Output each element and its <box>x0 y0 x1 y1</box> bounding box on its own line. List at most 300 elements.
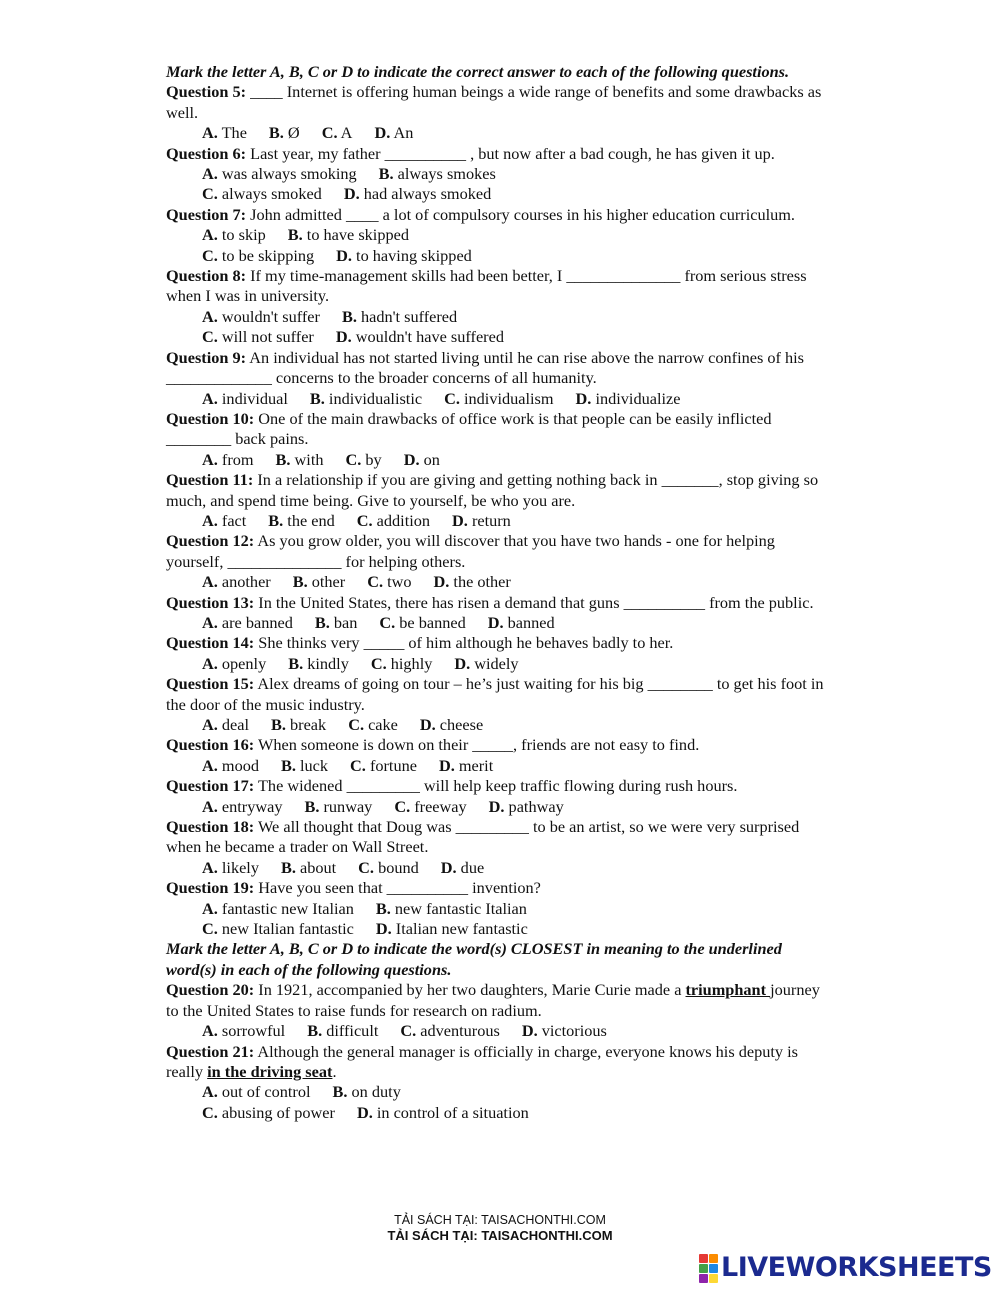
option-letter: D. <box>335 327 352 347</box>
answer-option[interactable] <box>344 184 491 204</box>
question-stem <box>166 593 836 613</box>
answer-options <box>202 450 836 470</box>
option-text: will not suffer <box>217 327 314 347</box>
option-text: adventurous <box>416 1021 500 1041</box>
answer-options <box>202 1082 836 1102</box>
answer-option[interactable] <box>333 1082 401 1102</box>
answer-option[interactable] <box>202 450 254 470</box>
answer-option[interactable] <box>202 123 247 143</box>
question-block <box>166 633 836 674</box>
question-stem <box>166 980 836 1021</box>
option-text: from <box>217 449 254 469</box>
section-instruction: Mark the letter A, B, C or D to indicate the word(s) CLOSEST in meaning to the underlined word(s) in each of the following questions. <box>166 939 782 979</box>
option-text: merit <box>454 755 494 775</box>
option-letter: A. <box>202 857 218 877</box>
question-text: We all thought that Doug was _________ to be an artist, so we were very surprised when he became a trader on Wall Street. <box>166 817 800 857</box>
option-text: had always smoked <box>359 184 492 204</box>
option-text: openly <box>217 653 267 673</box>
option-letter: C. <box>202 245 218 265</box>
option-letter: B. <box>332 1082 348 1102</box>
option-letter: C. <box>321 123 338 143</box>
question-number: Question 14: <box>166 633 255 653</box>
option-text: out of control <box>217 1082 311 1102</box>
question-stem <box>166 82 836 123</box>
option-letter: B. <box>271 715 286 734</box>
option-text: runway <box>319 796 373 816</box>
option-text: be banned <box>395 612 466 632</box>
option-letter: A. <box>202 755 218 775</box>
answer-option[interactable] <box>202 164 357 184</box>
option-letter: C. <box>400 1021 417 1041</box>
question-text: In a relationship if you are giving and getting nothing back in _______, stop giving so much, and spend time being. Give to yourself, be who you are. <box>166 470 819 510</box>
option-letter: C. <box>202 184 218 204</box>
option-text: kindly <box>303 653 349 673</box>
answer-option[interactable] <box>288 654 349 674</box>
answer-options <box>202 164 836 184</box>
option-text: likely <box>217 857 259 877</box>
answer-option[interactable] <box>315 613 358 633</box>
answer-option[interactable] <box>336 327 504 347</box>
option-letter: A. <box>202 164 218 184</box>
option-letter: D. <box>438 755 455 775</box>
option-text: always smokes <box>393 164 496 184</box>
option-text: wouldn't have suffered <box>351 327 504 347</box>
option-letter: C. <box>202 1102 218 1122</box>
answer-options <box>202 389 836 409</box>
answer-option[interactable] <box>357 511 430 531</box>
option-text: about <box>295 857 337 877</box>
option-letter: A. <box>202 653 218 673</box>
option-text: victorious <box>537 1021 607 1041</box>
question-stem <box>166 348 836 389</box>
option-letter: D. <box>403 449 420 469</box>
option-letter: D. <box>454 653 471 673</box>
question-stem <box>166 817 836 858</box>
option-letter: B. <box>280 857 296 877</box>
answer-options <box>202 899 836 919</box>
answer-option[interactable] <box>268 511 334 531</box>
answer-option[interactable] <box>202 246 314 266</box>
question-block <box>166 878 836 939</box>
underlined-phrase: triumphant <box>685 980 771 1000</box>
option-text: return <box>467 510 511 530</box>
answer-options <box>202 858 836 878</box>
option-text: addition <box>372 510 431 530</box>
brand-name: LIVEWORKSHEETS <box>721 1252 992 1283</box>
answer-option[interactable] <box>489 797 564 817</box>
question-text: John admitted ____ a lot of compulsory courses in his higher education curriculum. <box>246 204 795 224</box>
question-stem <box>166 776 836 796</box>
option-text: freeway <box>410 796 467 816</box>
answer-option[interactable] <box>346 450 382 470</box>
option-letter: B. <box>341 306 357 326</box>
question-stem <box>166 470 836 511</box>
option-text: are banned <box>217 612 293 632</box>
option-letter: B. <box>309 388 325 408</box>
answer-option[interactable] <box>400 1021 499 1041</box>
answer-option[interactable] <box>202 756 259 776</box>
answer-options <box>202 511 836 531</box>
question-block <box>166 348 836 409</box>
option-text: cake <box>364 715 398 734</box>
option-letter: A. <box>202 898 218 918</box>
question-text-end: journey to the United States to raise funds for research on radium. <box>166 980 820 1020</box>
answer-option[interactable] <box>444 389 553 409</box>
answer-options <box>202 184 836 204</box>
option-text: abusing of power <box>217 1102 335 1122</box>
option-text: individualistic <box>324 388 423 408</box>
question-block <box>166 593 836 634</box>
question-block <box>166 409 836 470</box>
option-text: Ø <box>283 123 300 143</box>
option-text: the end <box>283 510 335 530</box>
answer-option[interactable] <box>452 511 511 531</box>
answer-options <box>202 613 836 633</box>
answer-option[interactable] <box>441 858 484 878</box>
option-text: the other <box>449 572 511 592</box>
question-number: Question 7: <box>166 204 247 224</box>
option-letter: C. <box>358 857 374 877</box>
option-letter: B. <box>307 1021 323 1041</box>
answer-option[interactable] <box>576 389 681 409</box>
answer-option[interactable] <box>342 307 457 327</box>
question-block <box>166 735 836 776</box>
answer-option[interactable] <box>358 858 419 878</box>
answer-option[interactable] <box>202 858 259 878</box>
question-number: Question 19: <box>166 878 255 898</box>
question-stem <box>166 633 836 653</box>
option-letter: C. <box>370 653 387 673</box>
option-letter: B. <box>268 123 284 143</box>
option-letter: B. <box>314 612 330 632</box>
answer-option[interactable] <box>202 307 320 327</box>
option-text: to be skipping <box>217 245 315 265</box>
question-number: Question 15: <box>166 674 255 694</box>
option-letter: D. <box>343 184 360 204</box>
question-text: ____ Internet is offering human beings a wide range of benefits and some drawbacks as well. <box>166 82 822 122</box>
answer-options <box>202 572 836 592</box>
option-text: fantastic new Italian <box>217 898 354 918</box>
answer-option[interactable] <box>202 1103 335 1123</box>
option-letter: D. <box>356 1102 373 1122</box>
question-stem <box>166 205 836 225</box>
question-number: Question 12: <box>166 531 255 551</box>
answer-option[interactable] <box>202 797 282 817</box>
answer-option[interactable] <box>379 613 465 633</box>
option-letter: A. <box>202 715 218 734</box>
question-text: Last year, my father __________ , but now after a bad cough, he has given it up. <box>246 143 775 163</box>
answer-option[interactable] <box>322 123 353 143</box>
worksheet <box>166 62 836 1123</box>
answer-options <box>202 756 836 776</box>
answer-option[interactable] <box>420 715 483 735</box>
answer-option[interactable] <box>288 225 409 245</box>
answer-option[interactable] <box>202 327 314 347</box>
question-block <box>166 817 836 878</box>
option-letter: B. <box>275 449 291 469</box>
answer-option[interactable] <box>202 572 271 592</box>
logo-squares-icon <box>699 1254 718 1283</box>
answer-option[interactable] <box>336 246 472 266</box>
question-stem <box>166 531 836 572</box>
question-block <box>166 1042 836 1124</box>
option-letter: A. <box>202 1021 218 1041</box>
question-number: Question 20: <box>166 980 255 1000</box>
option-text: new Italian fantastic <box>217 919 354 939</box>
option-letter: A. <box>202 388 218 408</box>
question-stem <box>166 878 836 898</box>
question-block <box>166 205 836 266</box>
answer-option[interactable] <box>276 450 324 470</box>
answer-option[interactable] <box>304 797 372 817</box>
option-text: luck <box>295 755 329 775</box>
option-letter: D. <box>440 857 457 877</box>
option-text: deal <box>217 715 250 734</box>
question-text: When someone is down on their _____, friends are not easy to find. <box>254 735 700 755</box>
option-text: widely <box>470 653 519 673</box>
option-letter: B. <box>304 796 320 816</box>
answer-options <box>202 1021 836 1041</box>
option-text: by <box>361 449 382 469</box>
answer-option[interactable] <box>404 450 440 470</box>
option-letter: C. <box>202 919 218 939</box>
question-stem <box>166 266 836 307</box>
page-footer <box>0 1212 1000 1244</box>
answer-option[interactable] <box>202 225 266 245</box>
question-text: An individual has not started living until he can rise above the narrow confines of his _____________ concerns to the broader concerns of all humanity. <box>166 347 805 388</box>
answer-options <box>202 307 836 327</box>
question-block <box>166 980 836 1041</box>
question-number: Question 10: <box>166 408 255 428</box>
question-number: Question 17: <box>166 776 255 796</box>
logo-square <box>709 1254 718 1263</box>
liveworksheets-logo[interactable] <box>699 1251 992 1285</box>
answer-option[interactable] <box>379 164 496 184</box>
answer-option[interactable] <box>367 572 411 592</box>
question-text: She thinks very _____ of him although he behaves badly to her. <box>254 633 674 653</box>
answer-option[interactable] <box>202 715 249 735</box>
option-letter: C. <box>202 327 218 347</box>
answer-option[interactable] <box>357 1103 529 1123</box>
option-letter: D. <box>374 123 391 143</box>
option-letter: C. <box>379 612 396 632</box>
option-text: was always smoking <box>217 164 357 184</box>
answer-option[interactable] <box>348 715 398 735</box>
answer-option[interactable] <box>202 389 288 409</box>
option-text: banned <box>503 612 555 632</box>
answer-option[interactable] <box>371 654 433 674</box>
question-stem <box>166 1042 836 1083</box>
option-letter: A. <box>202 449 218 469</box>
logo-square <box>709 1264 718 1273</box>
answer-options <box>202 327 836 347</box>
option-letter: C. <box>345 449 362 469</box>
question-text: Alex dreams of going on tour – he’s just waiting for his big ________ to get his foot in the door of the music industry. <box>166 674 824 714</box>
answer-option[interactable] <box>202 511 246 531</box>
option-text: A <box>337 123 353 143</box>
question-number: Question 18: <box>166 817 255 837</box>
question-block <box>166 470 836 531</box>
question-number: Question 8: <box>166 266 247 286</box>
answer-option[interactable] <box>350 756 417 776</box>
answer-option[interactable] <box>281 756 328 776</box>
question-text: If my time-management skills had been better, I ______________ from serious stress when I was in university. <box>166 266 807 306</box>
answer-options <box>202 919 836 939</box>
question-text: In 1921, accompanied by her two daughters, Marie Curie made a <box>254 980 686 1000</box>
option-letter: A. <box>202 510 218 530</box>
answer-option[interactable] <box>439 756 493 776</box>
option-text: on duty <box>347 1082 401 1102</box>
answer-option[interactable] <box>202 899 354 919</box>
question-stem <box>166 144 836 164</box>
answer-option[interactable] <box>293 572 345 592</box>
question-text: Have you seen that __________ invention? <box>254 878 541 898</box>
option-text: An <box>390 123 414 143</box>
option-text: highly <box>386 653 433 673</box>
option-letter: C. <box>348 715 365 734</box>
answer-options <box>202 246 836 266</box>
question-number: Question 11: <box>166 470 254 490</box>
answer-option[interactable] <box>202 184 322 204</box>
option-text: individual <box>217 388 288 408</box>
option-letter: B. <box>292 572 308 592</box>
question-text: In the United States, there has risen a demand that guns __________ from the public. <box>254 592 814 612</box>
option-letter: A. <box>202 796 218 816</box>
answer-option[interactable] <box>434 572 511 592</box>
option-text: with <box>290 449 324 469</box>
underlined-phrase: in the driving seat <box>207 1061 333 1081</box>
option-text: hadn't suffered <box>356 306 458 326</box>
option-text: The <box>217 123 247 143</box>
option-letter: B. <box>281 755 296 775</box>
question-text: The widened _________ will help keep traffic flowing during rush hours. <box>254 776 738 796</box>
option-letter: C. <box>350 755 366 775</box>
answer-options <box>202 225 836 245</box>
answer-options <box>202 654 836 674</box>
footer-line-1: TẢI SÁCH TẠI: TAISACHONTHI.COM <box>394 1213 606 1227</box>
answer-option[interactable] <box>307 1021 378 1041</box>
option-letter: A. <box>202 612 218 632</box>
answer-option[interactable] <box>202 1021 285 1041</box>
answer-option[interactable] <box>376 899 527 919</box>
question-stem <box>166 674 836 715</box>
option-text: sorrowful <box>217 1021 286 1041</box>
option-letter: D. <box>487 612 504 632</box>
question-block <box>166 776 836 817</box>
option-text: individualize <box>591 388 681 408</box>
option-letter: A. <box>202 572 218 592</box>
option-text: in control of a situation <box>372 1102 529 1122</box>
answer-option[interactable] <box>281 858 336 878</box>
logo-square <box>699 1274 708 1283</box>
answer-options <box>202 1103 836 1123</box>
question-stem <box>166 409 836 450</box>
option-letter: D. <box>375 919 392 939</box>
option-text: pathway <box>504 796 564 816</box>
option-text: on <box>419 449 440 469</box>
option-text: two <box>383 572 412 592</box>
answer-options <box>202 715 836 735</box>
question-block <box>166 266 836 348</box>
question-number: Question 16: <box>166 735 255 755</box>
option-letter: B. <box>375 898 391 918</box>
option-letter: D. <box>521 1021 538 1041</box>
answer-option[interactable] <box>376 919 528 939</box>
option-letter: D. <box>488 796 505 816</box>
option-text: Italian new fantastic <box>391 919 528 939</box>
question-text: One of the main drawbacks of office work is that people can be easily inflicted ________ back pains. <box>166 408 772 449</box>
option-letter: D. <box>433 572 450 592</box>
answer-option[interactable] <box>394 797 466 817</box>
option-letter: B. <box>268 510 284 530</box>
question-number: Question 21: <box>166 1041 255 1061</box>
option-text: fact <box>217 510 247 530</box>
answer-option[interactable] <box>454 654 518 674</box>
question-block <box>166 531 836 592</box>
answer-option[interactable] <box>522 1021 607 1041</box>
question-text-end: . <box>332 1061 337 1081</box>
option-letter: B. <box>288 653 304 673</box>
section-instruction: Mark the letter A, B, C or D to indicate the correct answer to each of the following questions. <box>166 62 790 81</box>
answer-option[interactable] <box>310 389 422 409</box>
question-number: Question 6: <box>166 143 247 163</box>
answer-option[interactable] <box>202 1082 311 1102</box>
question-block <box>166 144 836 205</box>
answer-option[interactable] <box>202 613 293 633</box>
answer-options <box>202 797 836 817</box>
option-text: fortune <box>365 755 417 775</box>
option-letter: C. <box>367 572 384 592</box>
option-text: due <box>456 857 485 877</box>
option-letter: D. <box>419 715 436 734</box>
logo-square <box>699 1264 708 1273</box>
option-text: entryway <box>217 796 283 816</box>
option-letter: B. <box>378 164 394 184</box>
question-stem <box>166 735 836 755</box>
option-text: to have skipped <box>302 225 409 245</box>
question-text: As you grow older, you will discover that you have two hands - one for helping yourself, ______________ for helping others. <box>166 531 775 571</box>
answer-options <box>202 123 836 143</box>
option-text: cheese <box>435 715 484 734</box>
option-letter: A. <box>202 225 218 245</box>
option-letter: D. <box>452 510 468 530</box>
option-text: individualism <box>459 388 554 408</box>
question-number: Question 13: <box>166 592 255 612</box>
question-block <box>166 674 836 735</box>
logo-square <box>709 1274 718 1283</box>
logo-square <box>699 1254 708 1263</box>
answer-option[interactable] <box>269 123 300 143</box>
option-text: difficult <box>322 1021 379 1041</box>
option-letter: B. <box>287 225 303 245</box>
answer-option[interactable] <box>374 123 413 143</box>
answer-option[interactable] <box>271 715 326 735</box>
option-text: wouldn't suffer <box>217 306 320 326</box>
option-letter: C. <box>394 796 411 816</box>
answer-option[interactable] <box>202 654 266 674</box>
question-block <box>166 82 836 143</box>
answer-option[interactable] <box>202 919 354 939</box>
option-letter: A. <box>202 306 218 326</box>
option-text: break <box>285 715 327 734</box>
option-letter: C. <box>444 388 460 408</box>
question-text: Although the general manager is officially in charge, everyone knows his deputy is really <box>166 1041 798 1081</box>
footer-line-2: TẢI SÁCH TẠI: TAISACHONTHI.COM <box>387 1228 613 1243</box>
option-text: always smoked <box>217 184 322 204</box>
option-text: another <box>217 572 271 592</box>
option-letter: A. <box>202 1082 218 1102</box>
answer-option[interactable] <box>488 613 555 633</box>
